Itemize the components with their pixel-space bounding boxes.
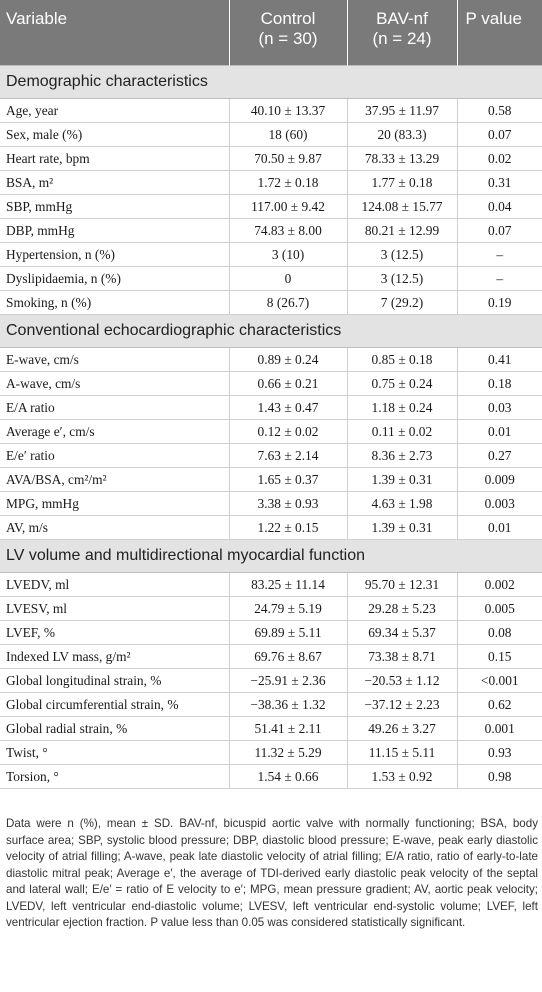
cell-control: 74.83 ± 8.00 (229, 219, 347, 243)
section-header-row (0, 66, 542, 99)
cell-control: 1.43 ± 0.47 (229, 396, 347, 420)
cell-p-value: 0.27 (457, 444, 542, 468)
cell-variable: E-wave, cm/s (0, 348, 229, 372)
cell-p-value: 0.07 (457, 123, 542, 147)
cell-bav: 11.15 ± 5.11 (347, 741, 457, 765)
table-row (0, 693, 542, 717)
cell-control: 69.89 ± 5.11 (229, 621, 347, 645)
cell-control: −25.91 ± 2.36 (229, 669, 347, 693)
table-row (0, 645, 542, 669)
cell-bav: 78.33 ± 13.29 (347, 147, 457, 171)
table-row (0, 573, 542, 597)
table-row (0, 396, 542, 420)
table-header (0, 0, 542, 66)
cell-control: 83.25 ± 11.14 (229, 573, 347, 597)
table-row (0, 516, 542, 540)
cell-variable: Global circumferential strain, % (0, 693, 229, 717)
cell-p-value: 0.003 (457, 492, 542, 516)
table-row (0, 765, 542, 789)
table-row (0, 123, 542, 147)
cell-control: 51.41 ± 2.11 (229, 717, 347, 741)
cell-control: −38.36 ± 1.32 (229, 693, 347, 717)
cell-p-value: 0.002 (457, 573, 542, 597)
cell-control: 69.76 ± 8.67 (229, 645, 347, 669)
cell-variable: Global longitudinal strain, % (0, 669, 229, 693)
table-row (0, 621, 542, 645)
cell-variable: Heart rate, bpm (0, 147, 229, 171)
section-header-row (0, 315, 542, 348)
cell-variable: Average e′, cm/s (0, 420, 229, 444)
section-title: LV volume and multidirectional myocardial function (0, 540, 542, 573)
cell-bav: 7 (29.2) (347, 291, 457, 315)
cell-control: 8 (26.7) (229, 291, 347, 315)
cell-control: 3.38 ± 0.93 (229, 492, 347, 516)
cell-bav: 0.11 ± 0.02 (347, 420, 457, 444)
table-row (0, 717, 542, 741)
cell-variable: Smoking, n (%) (0, 291, 229, 315)
cell-bav: 124.08 ± 15.77 (347, 195, 457, 219)
cell-bav: 69.34 ± 5.37 (347, 621, 457, 645)
cell-bav: −37.12 ± 2.23 (347, 693, 457, 717)
cell-variable: SBP, mmHg (0, 195, 229, 219)
table-body (0, 66, 542, 789)
cell-p-value: 0.93 (457, 741, 542, 765)
cell-variable: LVEDV, ml (0, 573, 229, 597)
cell-p-value: 0.08 (457, 621, 542, 645)
cell-p-value: 0.58 (457, 99, 542, 123)
cell-variable: LVEF, % (0, 621, 229, 645)
header-bav (347, 0, 457, 66)
table-row (0, 444, 542, 468)
cell-variable: Indexed LV mass, g/m² (0, 645, 229, 669)
cell-bav: 0.85 ± 0.18 (347, 348, 457, 372)
cell-variable: DBP, mmHg (0, 219, 229, 243)
cell-control: 0 (229, 267, 347, 291)
table-row (0, 195, 542, 219)
cell-p-value: 0.15 (457, 645, 542, 669)
cell-p-value: 0.41 (457, 348, 542, 372)
cell-bav: 8.36 ± 2.73 (347, 444, 457, 468)
cell-variable: Twist, ° (0, 741, 229, 765)
header-control (229, 0, 347, 66)
cell-bav: 4.63 ± 1.98 (347, 492, 457, 516)
cell-bav: 1.77 ± 0.18 (347, 171, 457, 195)
table-row (0, 669, 542, 693)
cell-variable: BSA, m² (0, 171, 229, 195)
cell-variable: LVESV, ml (0, 597, 229, 621)
cell-control: 24.79 ± 5.19 (229, 597, 347, 621)
table-row (0, 147, 542, 171)
cell-p-value: 0.01 (457, 420, 542, 444)
header-p-value: P value (457, 0, 542, 66)
header-variable: Variable (0, 0, 229, 66)
cell-control: 7.63 ± 2.14 (229, 444, 347, 468)
cell-p-value: 0.98 (457, 765, 542, 789)
cell-p-value: 0.07 (457, 219, 542, 243)
cell-p-value: 0.04 (457, 195, 542, 219)
cell-bav: 3 (12.5) (347, 267, 457, 291)
cell-control: 3 (10) (229, 243, 347, 267)
table-row (0, 267, 542, 291)
header-bav-label: BAV-nf (376, 9, 428, 28)
cell-control: 18 (60) (229, 123, 347, 147)
table-row (0, 291, 542, 315)
cell-bav: 1.39 ± 0.31 (347, 516, 457, 540)
cell-control: 117.00 ± 9.42 (229, 195, 347, 219)
header-bav-n: (n = 24) (372, 29, 432, 48)
cell-p-value: – (457, 267, 542, 291)
cell-bav: 95.70 ± 12.31 (347, 573, 457, 597)
cell-p-value: 0.005 (457, 597, 542, 621)
cell-variable: E/A ratio (0, 396, 229, 420)
cell-p-value: 0.03 (457, 396, 542, 420)
table-row (0, 348, 542, 372)
cell-control: 40.10 ± 13.37 (229, 99, 347, 123)
cell-bav: 80.21 ± 12.99 (347, 219, 457, 243)
cell-bav: 3 (12.5) (347, 243, 457, 267)
section-title: Conventional echocardiographic characteristics (0, 315, 542, 348)
cell-bav: 73.38 ± 8.71 (347, 645, 457, 669)
cell-variable: Age, year (0, 99, 229, 123)
cell-p-value: 0.19 (457, 291, 542, 315)
cell-bav: 1.39 ± 0.31 (347, 468, 457, 492)
cell-control: 1.72 ± 0.18 (229, 171, 347, 195)
cell-control: 1.54 ± 0.66 (229, 765, 347, 789)
table-row (0, 243, 542, 267)
cell-p-value: 0.62 (457, 693, 542, 717)
table-row (0, 99, 542, 123)
cell-p-value: 0.31 (457, 171, 542, 195)
cell-control: 11.32 ± 5.29 (229, 741, 347, 765)
cell-control: 1.22 ± 0.15 (229, 516, 347, 540)
cell-bav: 20 (83.3) (347, 123, 457, 147)
cell-bav: 1.18 ± 0.24 (347, 396, 457, 420)
cell-p-value: 0.01 (457, 516, 542, 540)
cell-variable: Dyslipidaemia, n (%) (0, 267, 229, 291)
cell-variable: A-wave, cm/s (0, 372, 229, 396)
cell-bav: 1.53 ± 0.92 (347, 765, 457, 789)
cell-variable: Global radial strain, % (0, 717, 229, 741)
cell-variable: Hypertension, n (%) (0, 243, 229, 267)
footnote: Data were n (%), mean ± SD. BAV-nf, bicuspid aortic valve with normally functioning; BSA, body surface area; SBP, systolic blood pressure; DBP, diastolic blood pressure; E-wave, peak early diastolic velocity of atrial filling; A-wave, peak late diastolic velocity of atrial filling; E/A ratio, ratio of early-to-late diastolic mitral peak; Average e′, the average of TDI-derived early diastolic peak velocity of the septal and lateral wall; E/e′ = ratio of E velocity to e′; MPG, mean pressure gradient; AV, aortic peak velocity; LVEDV, left ventricular end-diastolic volume; LVESV, left ventricular end-systolic volume; LVEF, left ventricular ejection fraction. P value less than 0.05 was considered statistically significant. (6, 817, 538, 929)
table-row (0, 372, 542, 396)
table-row (0, 492, 542, 516)
cell-bav: −20.53 ± 1.12 (347, 669, 457, 693)
section-title: Demographic characteristics (0, 66, 542, 99)
table-row (0, 468, 542, 492)
header-control-n: (n = 30) (258, 29, 318, 48)
cell-control: 0.89 ± 0.24 (229, 348, 347, 372)
cell-variable: E/e′ ratio (0, 444, 229, 468)
table-row (0, 597, 542, 621)
cell-control: 70.50 ± 9.87 (229, 147, 347, 171)
cell-p-value: <0.001 (457, 669, 542, 693)
header-control-label: Control (260, 9, 316, 28)
cell-bav: 49.26 ± 3.27 (347, 717, 457, 741)
table-row (0, 741, 542, 765)
cell-p-value: 0.009 (457, 468, 542, 492)
cell-p-value: 0.18 (457, 372, 542, 396)
cell-variable: MPG, mmHg (0, 492, 229, 516)
table-row (0, 219, 542, 243)
cell-control: 0.12 ± 0.02 (229, 420, 347, 444)
cell-p-value: – (457, 243, 542, 267)
section-header-row (0, 540, 542, 573)
cell-p-value: 0.001 (457, 717, 542, 741)
cell-variable: Sex, male (%) (0, 123, 229, 147)
cell-variable: AV, m/s (0, 516, 229, 540)
cell-control: 1.65 ± 0.37 (229, 468, 347, 492)
cell-bav: 37.95 ± 11.97 (347, 99, 457, 123)
cell-bav: 29.28 ± 5.23 (347, 597, 457, 621)
table-row (0, 420, 542, 444)
cell-p-value: 0.02 (457, 147, 542, 171)
cell-control: 0.66 ± 0.21 (229, 372, 347, 396)
cell-variable: Torsion, ° (0, 765, 229, 789)
cell-variable: AVA/BSA, cm²/m² (0, 468, 229, 492)
table-row (0, 171, 542, 195)
cell-bav: 0.75 ± 0.24 (347, 372, 457, 396)
